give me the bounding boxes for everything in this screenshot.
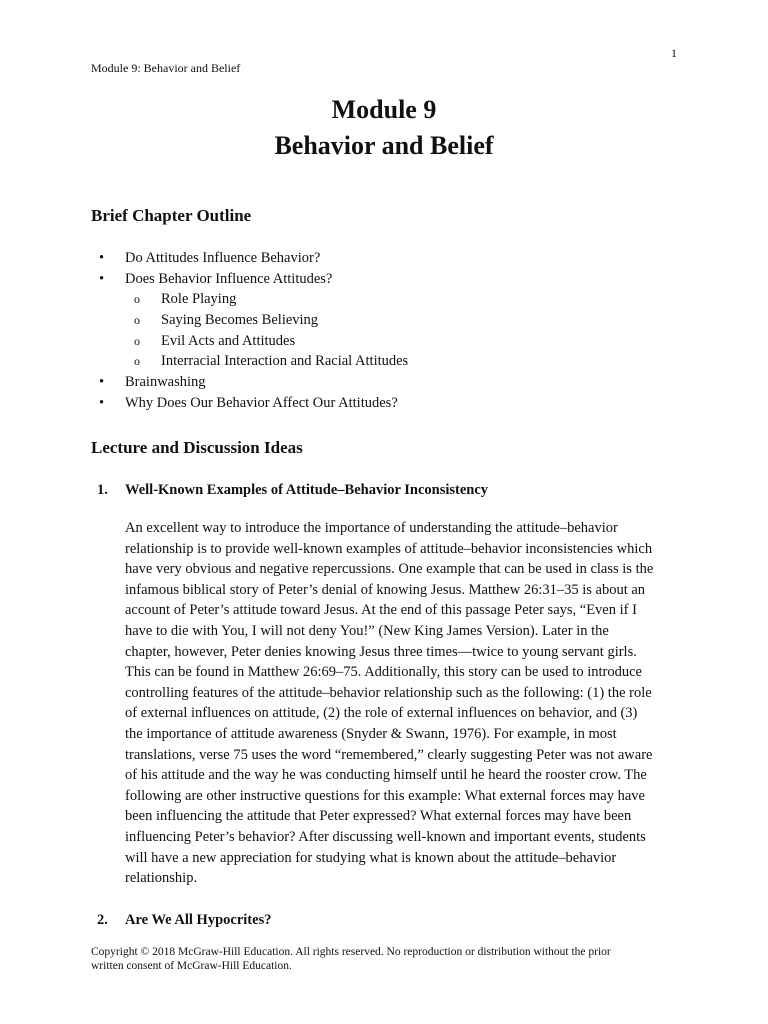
list-item-text: Evil Acts and Attitudes (161, 332, 296, 349)
bullet-marker: • (99, 250, 105, 266)
paragraph-line: account of Peter’s attitude toward Jesus. At the end of this passage Peter says, “Even if I (125, 602, 637, 619)
paragraph-line: been influencing the attitude that Peter expressed? What external forces may have been (125, 808, 632, 825)
list-item-text: Interracial Interaction and Racial Attitudes (161, 353, 409, 370)
title-line-2: Behavior and Belief (274, 131, 494, 160)
title-line-1: Module 9 (331, 95, 437, 124)
paragraph-line: chapter, however, Peter denies knowing Jesus three times—twice to young servant girls. (125, 643, 637, 660)
paragraph-line: translations, verse 75 uses the word “remembered,” clearly suggesting Peter was not aware (125, 746, 653, 763)
paragraph-line: An excellent way to introduce the importance of understanding the attitude–behavior (125, 520, 618, 536)
item-title: Well-Known Examples of Attitude–Behavior Inconsistency (125, 482, 489, 498)
sub-bullet-marker: o (134, 333, 140, 348)
paragraph-line: controlling features of the attitude–behavior relationship such as the following: (1) the role (125, 684, 652, 701)
list-item-text: Does Behavior Influence Attitudes? (125, 270, 333, 287)
paragraph-line: relationship. (125, 870, 198, 887)
paragraph-line: the importance of attitude awareness (Snyder & Swann, 1976). For example, in most (125, 725, 617, 742)
bullet-marker: • (99, 270, 105, 287)
item-1-paragraph (125, 518, 685, 889)
sub-bullet-marker: o (134, 313, 140, 328)
list-item-text: Why Does Our Behavior Affect Our Attitudes? (125, 394, 398, 411)
list-item-text: Brainwashing (125, 374, 206, 391)
paragraph-line: infamous biblical story of Peter’s denial of knowing Jesus. Matthew 26:31–35 is about an (125, 581, 646, 598)
item-number: 2. (97, 912, 108, 928)
paragraph-line: of external influences on attitude, (2) the role of external influences on behavior, and (3) (125, 705, 638, 722)
bullet-marker: • (99, 394, 105, 411)
copyright-footer (91, 945, 691, 973)
page-number: 1 (671, 46, 677, 60)
paragraph-line: influencing Peter’s behavior? After discussing well-known and important events, students (125, 828, 646, 845)
paragraph-line: of his attitude and the way he was conducting himself until he heard the rooster crow. The (125, 767, 647, 784)
paragraph-line: relationship is to provide well-known examples of attitude–behavior inconsistencies which (125, 540, 653, 557)
paragraph-line: have to die with You, I will not deny You!” (New King James Version). Later in the (125, 622, 609, 639)
list-item-text: Saying Becomes Believing (161, 312, 319, 329)
footer-line-2: written consent of McGraw-Hill Education. (91, 960, 292, 972)
lecture-section-heading: Lecture and Discussion Ideas (91, 438, 303, 457)
running-header: Module 9: Behavior and Belief (91, 61, 241, 75)
bullet-marker: • (99, 374, 105, 391)
paragraph-line: This can be found in Matthew 26:69–75. Additionally, this story can be used to introduce (125, 664, 642, 681)
list-item-text: Do Attitudes Influence Behavior? (125, 250, 321, 266)
brief-outline-heading: Brief Chapter Outline (91, 206, 252, 225)
paragraph-line: will have a new appreciation for studying what is known about the attitude–behavior (125, 849, 617, 866)
sub-bullet-marker: o (134, 292, 140, 307)
item-title: Are We All Hypocrites? (125, 912, 272, 928)
page-title (0, 92, 768, 164)
sub-bullet-marker: o (134, 354, 140, 369)
paragraph-line: have very obvious and negative repercussions. One example that can be used in class is the (125, 561, 654, 578)
list-item-text: Role Playing (161, 291, 237, 308)
item-number: 1. (97, 482, 108, 498)
paragraph-line: following are other instructive questions for this example: What external forces may have (125, 787, 645, 804)
footer-line-1: Copyright © 2018 McGraw-Hill Education. All rights reserved. No reproduction or distribution without the prior (91, 946, 611, 958)
